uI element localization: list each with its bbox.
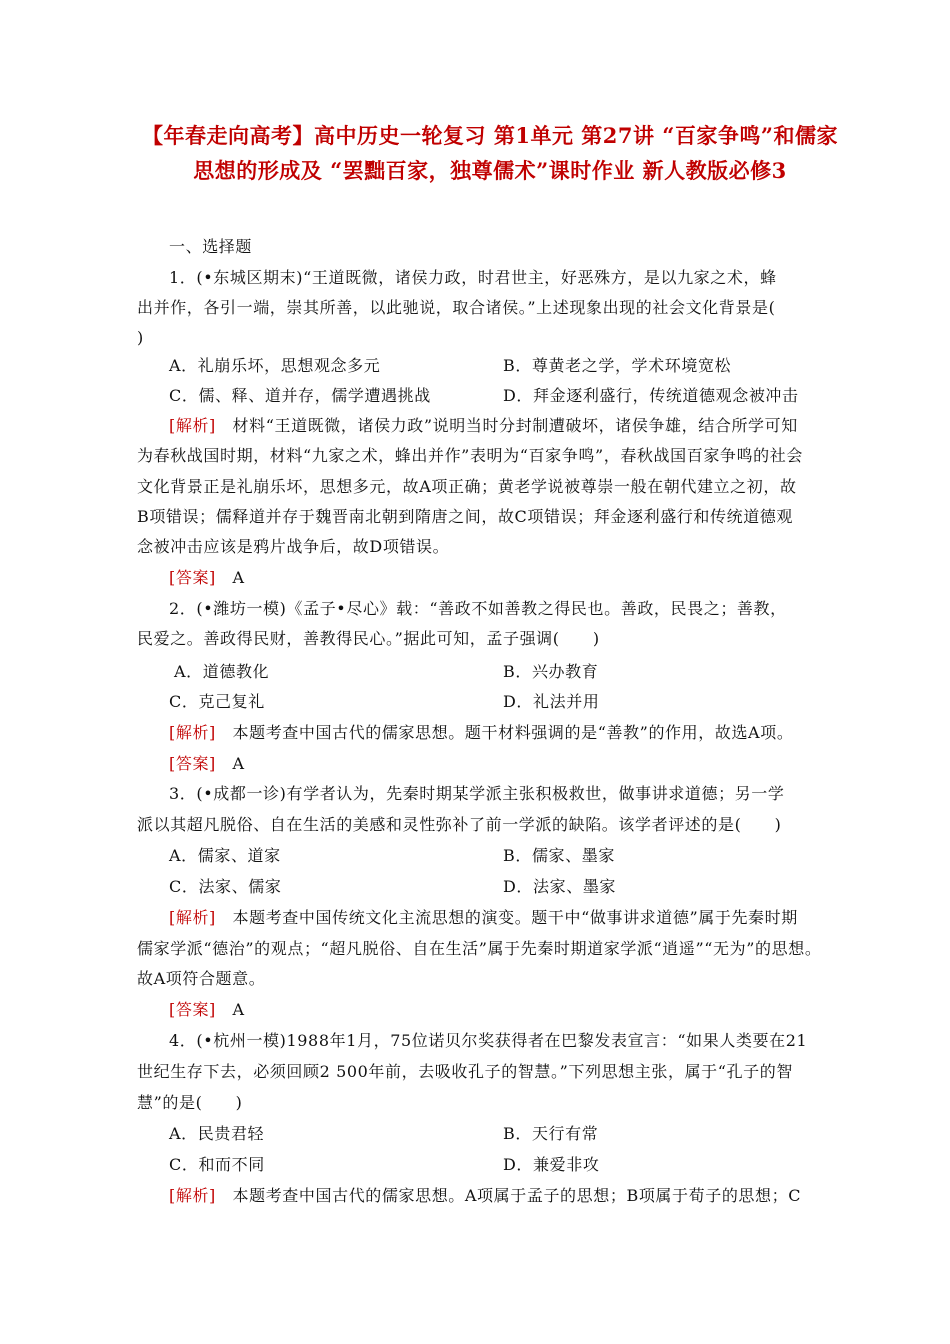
q2-analysis	[169, 723, 849, 743]
section-heading: 一、选择题	[169, 237, 253, 256]
q4-analysis-line1	[169, 1186, 849, 1206]
q1-answer	[169, 568, 849, 588]
q1-option-d: D．拜金逐利盛行，传统道德观念被冲击	[503, 386, 799, 405]
q4-stem-line1: 4．(•杭州一模)1988年1月，75位诺贝尔奖获得者在巴黎发表宣言：“如果人类要在21	[169, 1031, 808, 1050]
q1-option-c: C．儒、释、道并存，儒学遭遇挑战	[169, 386, 431, 405]
q3-analysis-text1: 本题考查中国传统文化主流思想的演变。题干中“做事讲求道德”属于先秦时期	[232, 908, 798, 927]
document-title: 【年春走向高考】高中历史一轮复习 第1单元 第27讲 “百家争鸣”和儒家思想的形成及 “罢黜百家，独尊儒术”课时作业 新人教版必修3	[142, 123, 838, 183]
answer-tag: [答案]	[169, 568, 216, 587]
q4-option-b: B．天行有常	[503, 1124, 599, 1143]
q2-analysis-text: 本题考查中国古代的儒家思想。题干材料强调的是“善教”的作用，故选A项。	[232, 723, 794, 742]
q1-stem-line3: )	[137, 328, 144, 347]
q1-analysis-text1: 材料“王道既微，诸侯力政”说明当时分封制遭破坏，诸侯争雄，结合所学可知	[232, 416, 798, 435]
q2-option-a: A．道德教化	[174, 662, 270, 681]
q3-option-b: B．儒家、墨家	[503, 846, 615, 865]
q2-answer-value: A	[232, 754, 245, 773]
q4-stem-line2: 世纪生存下去，必须回顾2 500年前，去吸收孔子的智慧。”下列思想主张，属于“孔子的智	[137, 1062, 793, 1081]
analysis-tag: [解析]	[169, 723, 216, 742]
q2-answer	[169, 754, 849, 774]
q1-analysis-line2: 为春秋战国时期，材料“九家之术，蜂出并作”表明为“百家争鸣”，春秋战国百家争鸣的社会	[137, 446, 803, 465]
q3-analysis-line2: 儒家学派“德治”的观点；“超凡脱俗、自在生活”属于先秦时期道家学派“逍遥”“无为”的思想。	[137, 939, 822, 958]
q1-option-a: A．礼崩乐坏，思想观念多元	[169, 356, 381, 375]
q1-analysis-line5: 念被冲击应该是鸦片战争后，故D项错误。	[137, 537, 450, 556]
q4-option-d: D．兼爱非攻	[503, 1155, 600, 1174]
q3-option-c: C．法家、儒家	[169, 877, 282, 896]
analysis-tag: [解析]	[169, 416, 216, 435]
analysis-tag: [解析]	[169, 908, 216, 927]
q3-analysis-line3: 故A项符合题意。	[137, 969, 266, 988]
q1-analysis-line4: B项错误；儒释道并存于魏晋南北朝到隋唐之间，故C项错误；拜金逐利盛行和传统道德观	[137, 507, 794, 526]
q4-stem-line3: 慧”的是( )	[137, 1093, 243, 1112]
q3-analysis-line1	[169, 908, 849, 928]
q4-option-a: A．民贵君轻	[169, 1124, 265, 1143]
q2-option-c: C．克己复礼	[169, 692, 265, 711]
q1-stem-line1: 1．(•东城区期末)“王道既微，诸侯力政，时君世主，好恶殊方，是以九家之术，蜂	[169, 268, 777, 287]
analysis-tag: [解析]	[169, 1186, 216, 1205]
q2-stem-line2: 民爱之。善政得民财，善教得民心。”据此可知，孟子强调( )	[137, 629, 600, 648]
q3-option-d: D．法家、墨家	[503, 877, 617, 896]
q1-answer-value: A	[232, 568, 245, 587]
q1-stem-line2: 出并作，各引一端，崇其所善，以此驰说，取合诸侯。”上述现象出现的社会文化背景是(	[137, 298, 776, 317]
answer-tag: [答案]	[169, 1000, 216, 1019]
answer-tag: [答案]	[169, 754, 216, 773]
q2-option-b: B．兴办教育	[503, 662, 599, 681]
q1-option-b: B．尊黄老之学，学术环境宽松	[503, 356, 732, 375]
q3-answer	[169, 1000, 849, 1020]
q4-analysis-text1: 本题考查中国古代的儒家思想。A项属于孟子的思想；B项属于荀子的思想；C	[232, 1186, 802, 1205]
q3-answer-value: A	[232, 1000, 245, 1019]
q3-option-a: A．儒家、道家	[169, 846, 281, 865]
q3-stem-line2: 派以其超凡脱俗、自在生活的美感和灵性弥补了前一学派的缺陷。该学者评述的是( )	[137, 815, 782, 834]
q1-analysis-line1	[169, 416, 849, 436]
q2-option-d: D．礼法并用	[503, 692, 600, 711]
q3-stem-line1: 3．(•成都一诊)有学者认为，先秦时期某学派主张积极救世，做事讲求道德；另一学	[169, 784, 785, 803]
q2-stem-line1: 2．(•潍坊一模)《孟子•尽心》载：“善政不如善教之得民也。善政，民畏之；善教，	[169, 599, 787, 618]
q4-option-c: C．和而不同	[169, 1155, 265, 1174]
q1-analysis-line3: 文化背景正是礼崩乐坏，思想多元，故A项正确；黄老学说被尊崇一般在朝代建立之初，故	[137, 477, 797, 496]
